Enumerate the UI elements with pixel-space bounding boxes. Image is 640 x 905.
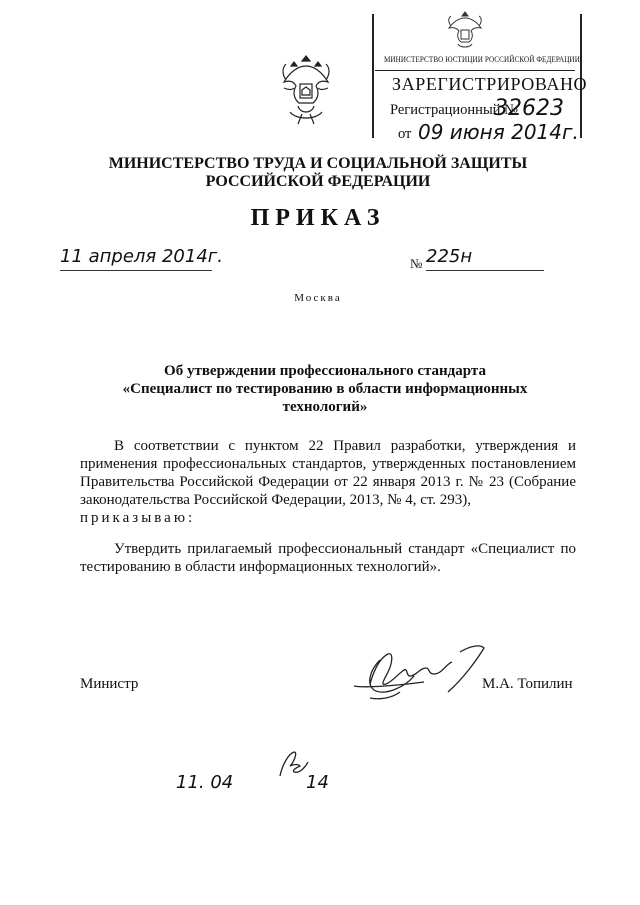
stamp-from-label: от [398, 126, 412, 142]
ministry-line2: РОССИЙСКОЙ ФЕДЕРАЦИИ [205, 173, 431, 190]
paragraph-approve [80, 540, 576, 576]
order-date: 11 апреля 2014г. [60, 246, 223, 267]
coat-of-arms-icon [280, 54, 332, 128]
heading-line3: технологий» [282, 399, 368, 415]
stamp-reg-number-label: Регистрационный № [390, 102, 518, 118]
document-title: ПРИКАЗ [250, 205, 386, 231]
handwritten-initials-icon [276, 748, 310, 780]
heading-line2: «Специалист по тестированию в области информационных [122, 381, 528, 397]
orders-word: приказываю: [80, 510, 196, 526]
heading-line1: Об утверждении профессионального стандарта [164, 363, 486, 379]
order-heading [80, 362, 570, 416]
preamble-text: В соответствии с пунктом 22 Правил разработки, утверждения и применения профессиональных стандартов, утвержденных постановлением Правительства Российской Федерации от 22 января 2013 г. № 23 (Собрание законодательства Российской Федерации, 2013, № 4, ст. 293), [80, 438, 576, 508]
order-number-label: № [410, 256, 423, 271]
stamp-divider [375, 70, 575, 71]
note-date-right: 14 [306, 772, 329, 793]
ministry-line1: МИНИСТЕРСТВО ТРУДА И СОЦИАЛЬНОЙ ЗАЩИТЫ [108, 155, 528, 172]
paragraph-preamble [80, 437, 576, 527]
note-date-left: 11. 04 [176, 772, 234, 793]
stamp-date-value: 09 июня 2014г. [418, 120, 579, 144]
ministry-name [80, 155, 556, 191]
date-underline [60, 270, 212, 271]
approve-text: Утвердить прилагаемый профессиональный стандарт «Специалист по тестированию в области информационных технологий». [80, 541, 576, 575]
signer-name: М.А. Топилин [482, 676, 573, 692]
stamp-reg-number-value: 32623 [494, 96, 564, 121]
order-number: 225н [426, 246, 473, 267]
city: Москва [294, 292, 342, 304]
stamp-eagle-emblem-icon [438, 8, 492, 52]
stamp-registered: ЗАРЕГИСТРИРОВАНО [392, 74, 588, 94]
stamp-ministry: МИНИСТЕРСТВО ЮСТИЦИИ РОССИЙСКОЙ ФЕДЕРАЦИИ [384, 54, 581, 64]
number-underline [426, 270, 544, 271]
handwritten-signature-icon [340, 640, 496, 704]
signer-position: Министр [80, 676, 139, 692]
